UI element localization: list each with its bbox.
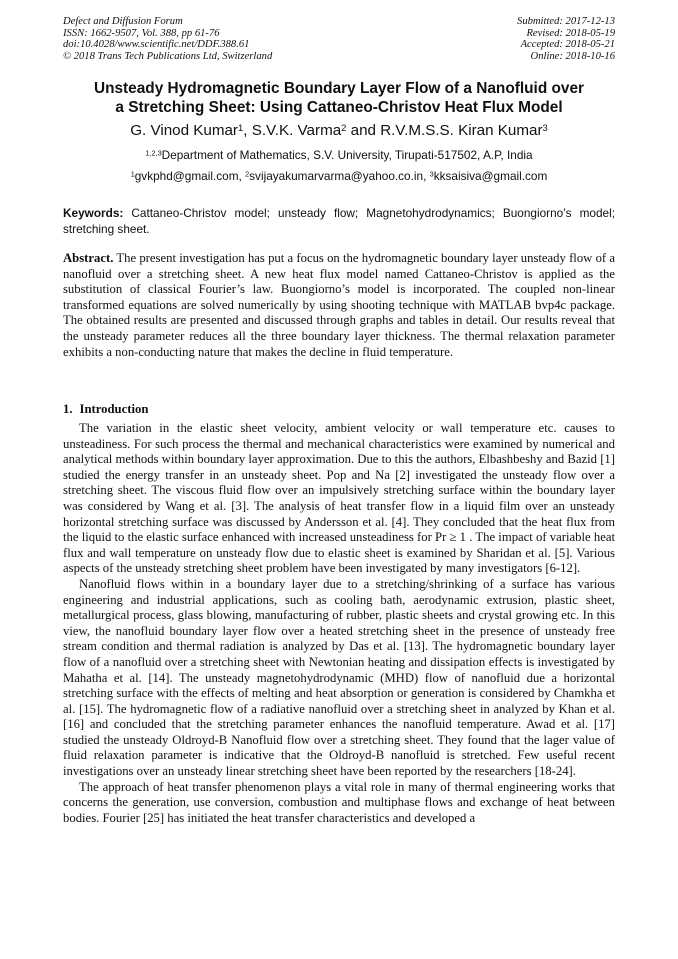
paragraph: The variation in the elastic sheet velocity, ambient velocity or wall temperature etc. causes to unsteadiness. For such process the thermal and mechanical characteristics were examined by numerical and analytical methods within boundary layer approximation. Due to this the authors, Elbashbeshy and Bazid [1] studied the energy transfer in an unsteady sheet. Pop and Na [2] investigated the unsteady flow over a stretching sheet. The viscous fluid flow over an impulsively stretching surface within the boundary layer was considered by Wang et al. [3]. The analysis of heat transfer flow in a liquid film over an unsteady horizontal stretching surface was discussed by Andersson et al. [4]. They concluded that the heat flux from the liquid to the elastic surface enhanced with increased unsteadiness for Pr ≥ 1 . The impact of variable heat flux and wall temperature on unsteady flow due to elastic sheet is examined by Sharidan et al. [5]. Various aspects of the unsteady stretching sheet problem have been investigated by many investigators [6-12].: [63, 421, 615, 576]
email-separator: ,: [423, 169, 430, 183]
author-sup: 3: [542, 121, 548, 133]
affiliation-sup: 1,2,3: [145, 148, 162, 158]
abstract: [63, 251, 615, 360]
email-link[interactable]: svijayakumarvarma@yahoo.co.in: [249, 169, 424, 183]
affiliation: [40, 148, 638, 163]
paragraph: Nanofluid flows within in a boundary layer due to a stretching/shrinking of a surface has various engineering and industrial applications, such as cooling bath, aerodynamic extrusion, plastic sheet, metallurgical process, glass blowing, manufacturing of rubber, plastic sheets and crystal growing etc. In this view, the nanofluid boundary layer flow over a heated stretching sheet in the presence of unsteady free stream condition and thermal radiation is analyzed by Das et al. [13]. The hydromagnetic boundary layer flow of a nanofluid over a stretching sheet with Newtonian heating and dissipation effects is investigated by Mahatha et al. [14]. The unsteady magnetohydrodynamic (MHD) flow of nanofluid due a horizontal stretching surface with the effects of melting and heat absorption or generation is considered by Chamkha et al. [15]. The hydromagnetic flow of a radiative nanofluid over a stretching sheet in analyzed by Khan et al. [16] and concluded that the stretching parameter enhances the nanofluid temperature. Awad et al. [17] studied the unsteady Oldroyd-B Nanofluid flow over a stretching sheet. They found that the lager value of fluid relaxation parameter is indicative that the Oldroyd-B nanofluid is stretched. Few useful recent investigations over an unsteady linear stretching sheet have been reported by the researchers [18-24].: [63, 576, 615, 779]
author-name: G. Vinod Kumar: [130, 122, 238, 139]
author-name: R.V.M.S.S. Kiran Kumar: [380, 122, 543, 139]
affiliation-text: Department of Mathematics, S.V. University, Tirupati-517502, A.P, India: [161, 148, 533, 162]
revised-date: Revised: 2018-05-19: [526, 27, 615, 39]
author-separator: ,: [243, 122, 252, 139]
paper-title: [40, 80, 638, 117]
section-title: Introduction: [79, 402, 149, 416]
introduction-body: [63, 421, 615, 826]
title-line-1: Unsteady Hydromagnetic Boundary Layer Flow of a Nanofluid over: [93, 80, 585, 97]
abstract-text: The present investigation has put a focus on the hydromagnetic boundary layer unsteady flow of a nanofluid over a stretching sheet. A new heat flux model named Cattaneo-Christov is applied as the substitution of classical Fourier’s law. Buongiorno’s model is incorporated. The coupled non-linear transformed equations are solved numerically by using shooting technique with MATLAB bvp4c package. The obtained results are presented and discussed through graphs and tables in detail. Our results reveal that the unsteady parameter reduces all the three boundary layer thickness. The thermal relaxation parameter exhibits a non-conducting nature that makes the decline in fluid temperature.: [63, 251, 615, 359]
email-sup: 2: [245, 169, 250, 179]
author-list: [40, 122, 638, 140]
doi-line: doi:10.4028/www.scientific.net/DDF.388.61: [63, 39, 250, 51]
abstract-label: Abstract.: [63, 251, 114, 265]
copyright-line: © 2018 Trans Tech Publications Ltd, Switzerland: [63, 50, 273, 62]
title-line-2: a Stretching Sheet: Using Cattaneo-Christov Heat Flux Model: [115, 98, 563, 116]
author-name: S.V.K. Varma: [251, 122, 342, 139]
section-heading: [63, 402, 148, 417]
online-date: Online: 2018-10-16: [530, 50, 615, 62]
author-sup: 2: [341, 121, 347, 133]
journal-header: [63, 16, 272, 62]
email-sup: 3: [429, 169, 434, 179]
keywords-text: Cattaneo-Christov model; unsteady flow; Magnetohydrodynamics; Buongiorno’s model; stretching sheet.: [63, 206, 615, 236]
email-link[interactable]: kksaisiva@gmail.com: [433, 169, 548, 183]
email-sup: 1: [130, 169, 135, 179]
accepted-date: Accepted: 2018-05-21: [520, 39, 615, 51]
paragraph: The approach of heat transfer phenomenon plays a vital role in many of thermal engineering works that concerns the generation, use conversion, combustion and multiphase flows and exchange of heat between bodies. Fourier [25] has initiated the heat transfer characteristics and developed a: [63, 779, 615, 825]
section-number: 1.: [63, 402, 73, 416]
email-separator: ,: [238, 169, 246, 183]
journal-name: Defect and Diffusion Forum: [63, 16, 183, 27]
submitted-date: Submitted: 2017-12-13: [517, 16, 615, 27]
keywords: [63, 206, 615, 237]
author-separator: and: [346, 122, 381, 139]
author-sup: 1: [238, 121, 244, 133]
dates-header: [517, 16, 615, 62]
email-list: [40, 169, 638, 184]
keywords-label: Keywords:: [63, 206, 124, 220]
issn-line: ISSN: 1662-9507, Vol. 388, pp 61-76: [63, 27, 220, 39]
email-link[interactable]: gvkphd@gmail.com: [134, 169, 239, 183]
